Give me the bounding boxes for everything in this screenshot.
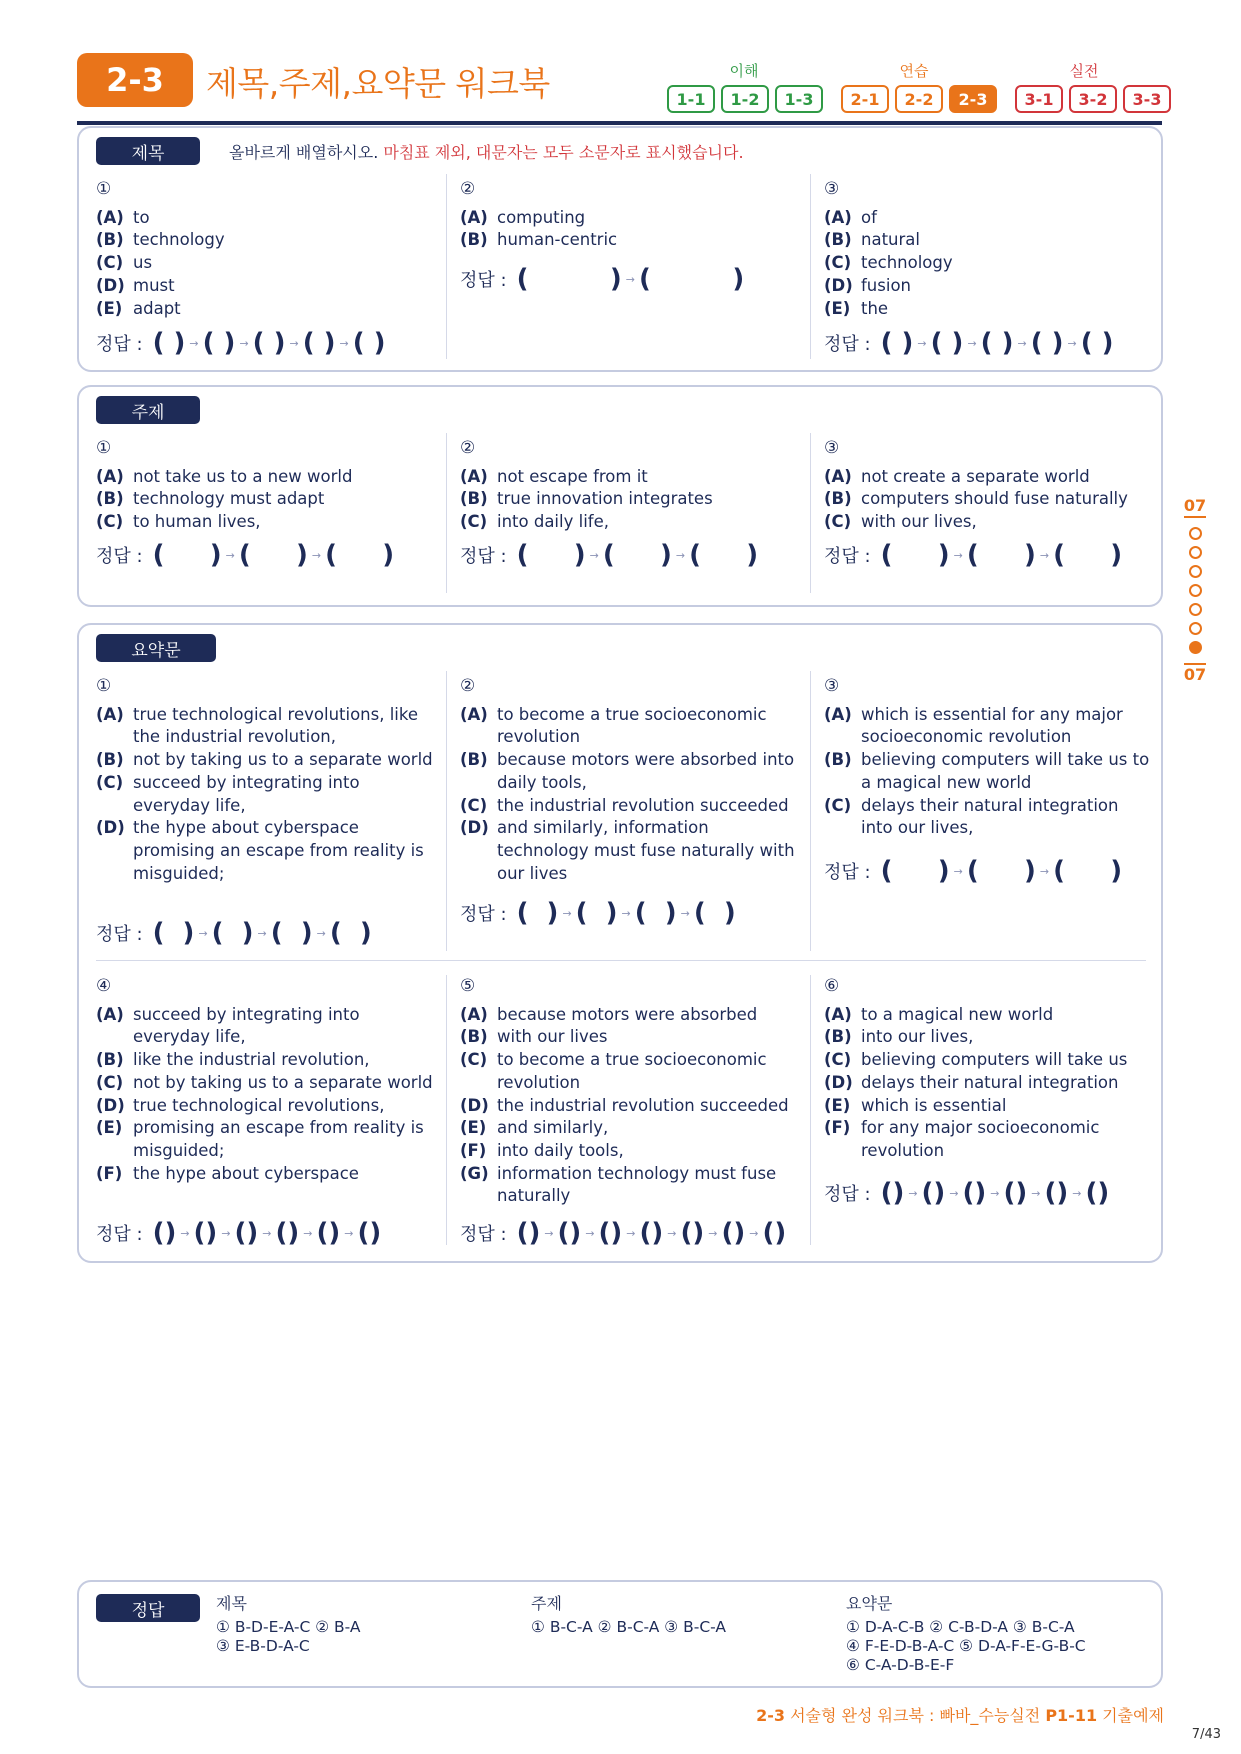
tab-3-2[interactable]: 3-2 [1069, 85, 1117, 113]
topic-section [77, 385, 1163, 607]
summary-problem-1: ① (A) true technological revolutions, like the industrial revolution, (B) not by taking us to a separate world (C) succeed by integrating into everyday life, (D) the hype about cyberspace promising an escape from reality is misguided; [96, 676, 433, 883]
tab-3-3[interactable]: 3-3 [1123, 85, 1171, 113]
side-dot-icon [1189, 527, 1202, 540]
summary-problem-6: ⑥ (A) to a magical new world (B) into our lives, (C) believing computers will take us (D) delays their natural integration (E) which is essential (F) for any major socioeconomic revolution [824, 976, 1128, 1160]
answer-blank-summary-1[interactable]: 정답 : ( ) → ( ) → ( ) → ( ) [96, 918, 372, 948]
title-problem-2: ② (A) computing (B) human-centric [460, 179, 618, 250]
side-dot-icon [1189, 565, 1202, 578]
page-title: 제목,주제,요약문 워크북 [206, 64, 550, 103]
section-tag-title: 제목 [96, 137, 200, 165]
answer-blank-topic-1[interactable]: 정답 : ( ) → ( ) → ( ) [96, 540, 395, 570]
title-section [77, 126, 1163, 372]
tab-1-2[interactable]: 1-2 [721, 85, 769, 113]
tab-2-2[interactable]: 2-2 [895, 85, 943, 113]
answer-blank-summary-5[interactable]: 정답 : () → () → () → () → () → () → () [460, 1218, 787, 1248]
side-dot-icon [1189, 584, 1202, 597]
answer-blank-title-2[interactable]: 정답 : ( ) → ( ) [460, 264, 745, 294]
tab-2-3[interactable]: 2-3 [949, 85, 997, 113]
tab-2-1[interactable]: 2-1 [841, 85, 889, 113]
summary-problem-5: ⑤ (A) because motors were absorbed (B) with our lives (C) to become a true socioeconomic revolution (D) the industrial revolution succeeded (E) and similarly, (F) into daily tools, (G) information technology must fuse naturally [460, 976, 789, 1206]
answer-key-topic: 주제 ① B-C-A ② B-C-A ③ B-C-A [531, 1594, 727, 1636]
answer-blank-title-3[interactable]: 정답 : ( ) → ( ) → ( ) → ( ) → ( ) [824, 328, 1114, 358]
topic-problem-1: ① (A) not take us to a new world (B) technology must adapt (C) to human lives, [96, 438, 353, 532]
topic-problem-2: ② (A) not escape from it (B) true innovation integrates (C) into daily life, [460, 438, 713, 532]
title-problem-3: ③ (A) of (B) natural (C) technology (D) fusion (E) the [824, 179, 953, 318]
page-number: 7/43 [1191, 1727, 1221, 1742]
instruction-main: 올바르게 배열하시오. [229, 143, 379, 162]
summary-section [77, 623, 1163, 1263]
header-divider [77, 121, 1162, 125]
title-problem-1: ① (A) to (B) technology (C) us (D) must (E) adapt [96, 179, 225, 318]
topic-problem-3: ③ (A) not create a separate world (B) computers should fuse naturally (C) with our lives, [824, 438, 1128, 532]
tab-3-1[interactable]: 3-1 [1015, 85, 1063, 113]
answer-key-tag: 정답 [96, 1594, 200, 1622]
side-dot-icon [1189, 622, 1202, 635]
instruction-note: 마침표 제외, 대문자는 모두 소문자로 표시했습니다. [378, 143, 744, 162]
answer-blank-title-1[interactable]: 정답 : ( ) → ( ) → ( ) → ( ) → ( ) [96, 328, 386, 358]
level-tabs [667, 85, 1171, 113]
footer-caption: 2-3 서술형 완성 워크북 : 빠바_수능실전 P1-11 기출예제 [756, 1706, 1164, 1725]
group-label-understand: 이해 [729, 62, 759, 80]
summary-problem-3: ③ (A) which is essential for any major socioeconomic revolution (B) believing computers will take us to a magical new world (C) delays their natural integration into our lives, [824, 676, 1150, 838]
answer-blank-summary-4[interactable]: 정답 : () → () → () → () → () → () [96, 1218, 382, 1248]
answer-key-title: 제목 ① B-D-E-A-C ② B-A ③ E-B-D-A-C [216, 1594, 361, 1655]
summary-problem-4: ④ (A) succeed by integrating into everyday life, (B) like the industrial revolution, (C) not by taking us to a separate world (D) true technological revolutions, (E) promising an escape from reality is misguided; (F) the hype about cyberspace [96, 976, 433, 1183]
section-badge: 2-3 [77, 53, 193, 107]
side-dot-active-icon [1189, 641, 1202, 654]
side-page-number-top: 07 [1184, 496, 1206, 518]
side-dot-icon [1189, 603, 1202, 616]
group-label-practice: 연습 [899, 62, 929, 80]
answer-blank-topic-2[interactable]: 정답 : ( ) → ( ) → ( ) [460, 540, 759, 570]
answer-key-box [77, 1580, 1163, 1688]
answer-blank-summary-6[interactable]: 정답 : () → () → () → () → () → () [824, 1178, 1110, 1208]
answer-blank-summary-3[interactable]: 정답 : ( ) → ( ) → ( ) [824, 856, 1123, 886]
section-tag-summary: 요약문 [96, 634, 216, 662]
answer-blank-topic-3[interactable]: 정답 : ( ) → ( ) → ( ) [824, 540, 1123, 570]
answer-key-summary: 요약문 ① D-A-C-B ② C-B-D-A ③ B-C-A ④ F-E-D-B-A-C ⑤ D-A-F-E-G-B-C ⑥ C-A-D-B-E-F [846, 1594, 1086, 1674]
page-side-nav [1183, 496, 1207, 685]
section-tag-topic: 주제 [96, 396, 200, 424]
tab-1-3[interactable]: 1-3 [775, 85, 823, 113]
side-dot-icon [1189, 546, 1202, 559]
instruction [229, 140, 744, 163]
group-label-real: 실전 [1069, 62, 1099, 80]
answer-blank-summary-2[interactable]: 정답 : ( ) → ( ) → ( ) → ( ) [460, 898, 736, 928]
tab-1-1[interactable]: 1-1 [667, 85, 715, 113]
summary-problem-2: ② (A) to become a true socioeconomic revolution (B) because motors were absorbed into daily tools, (C) the industrial revolution succeeded (D) and similarly, information technology must fuse naturally with our lives [460, 676, 795, 883]
side-page-number-bottom: 07 [1183, 665, 1207, 684]
